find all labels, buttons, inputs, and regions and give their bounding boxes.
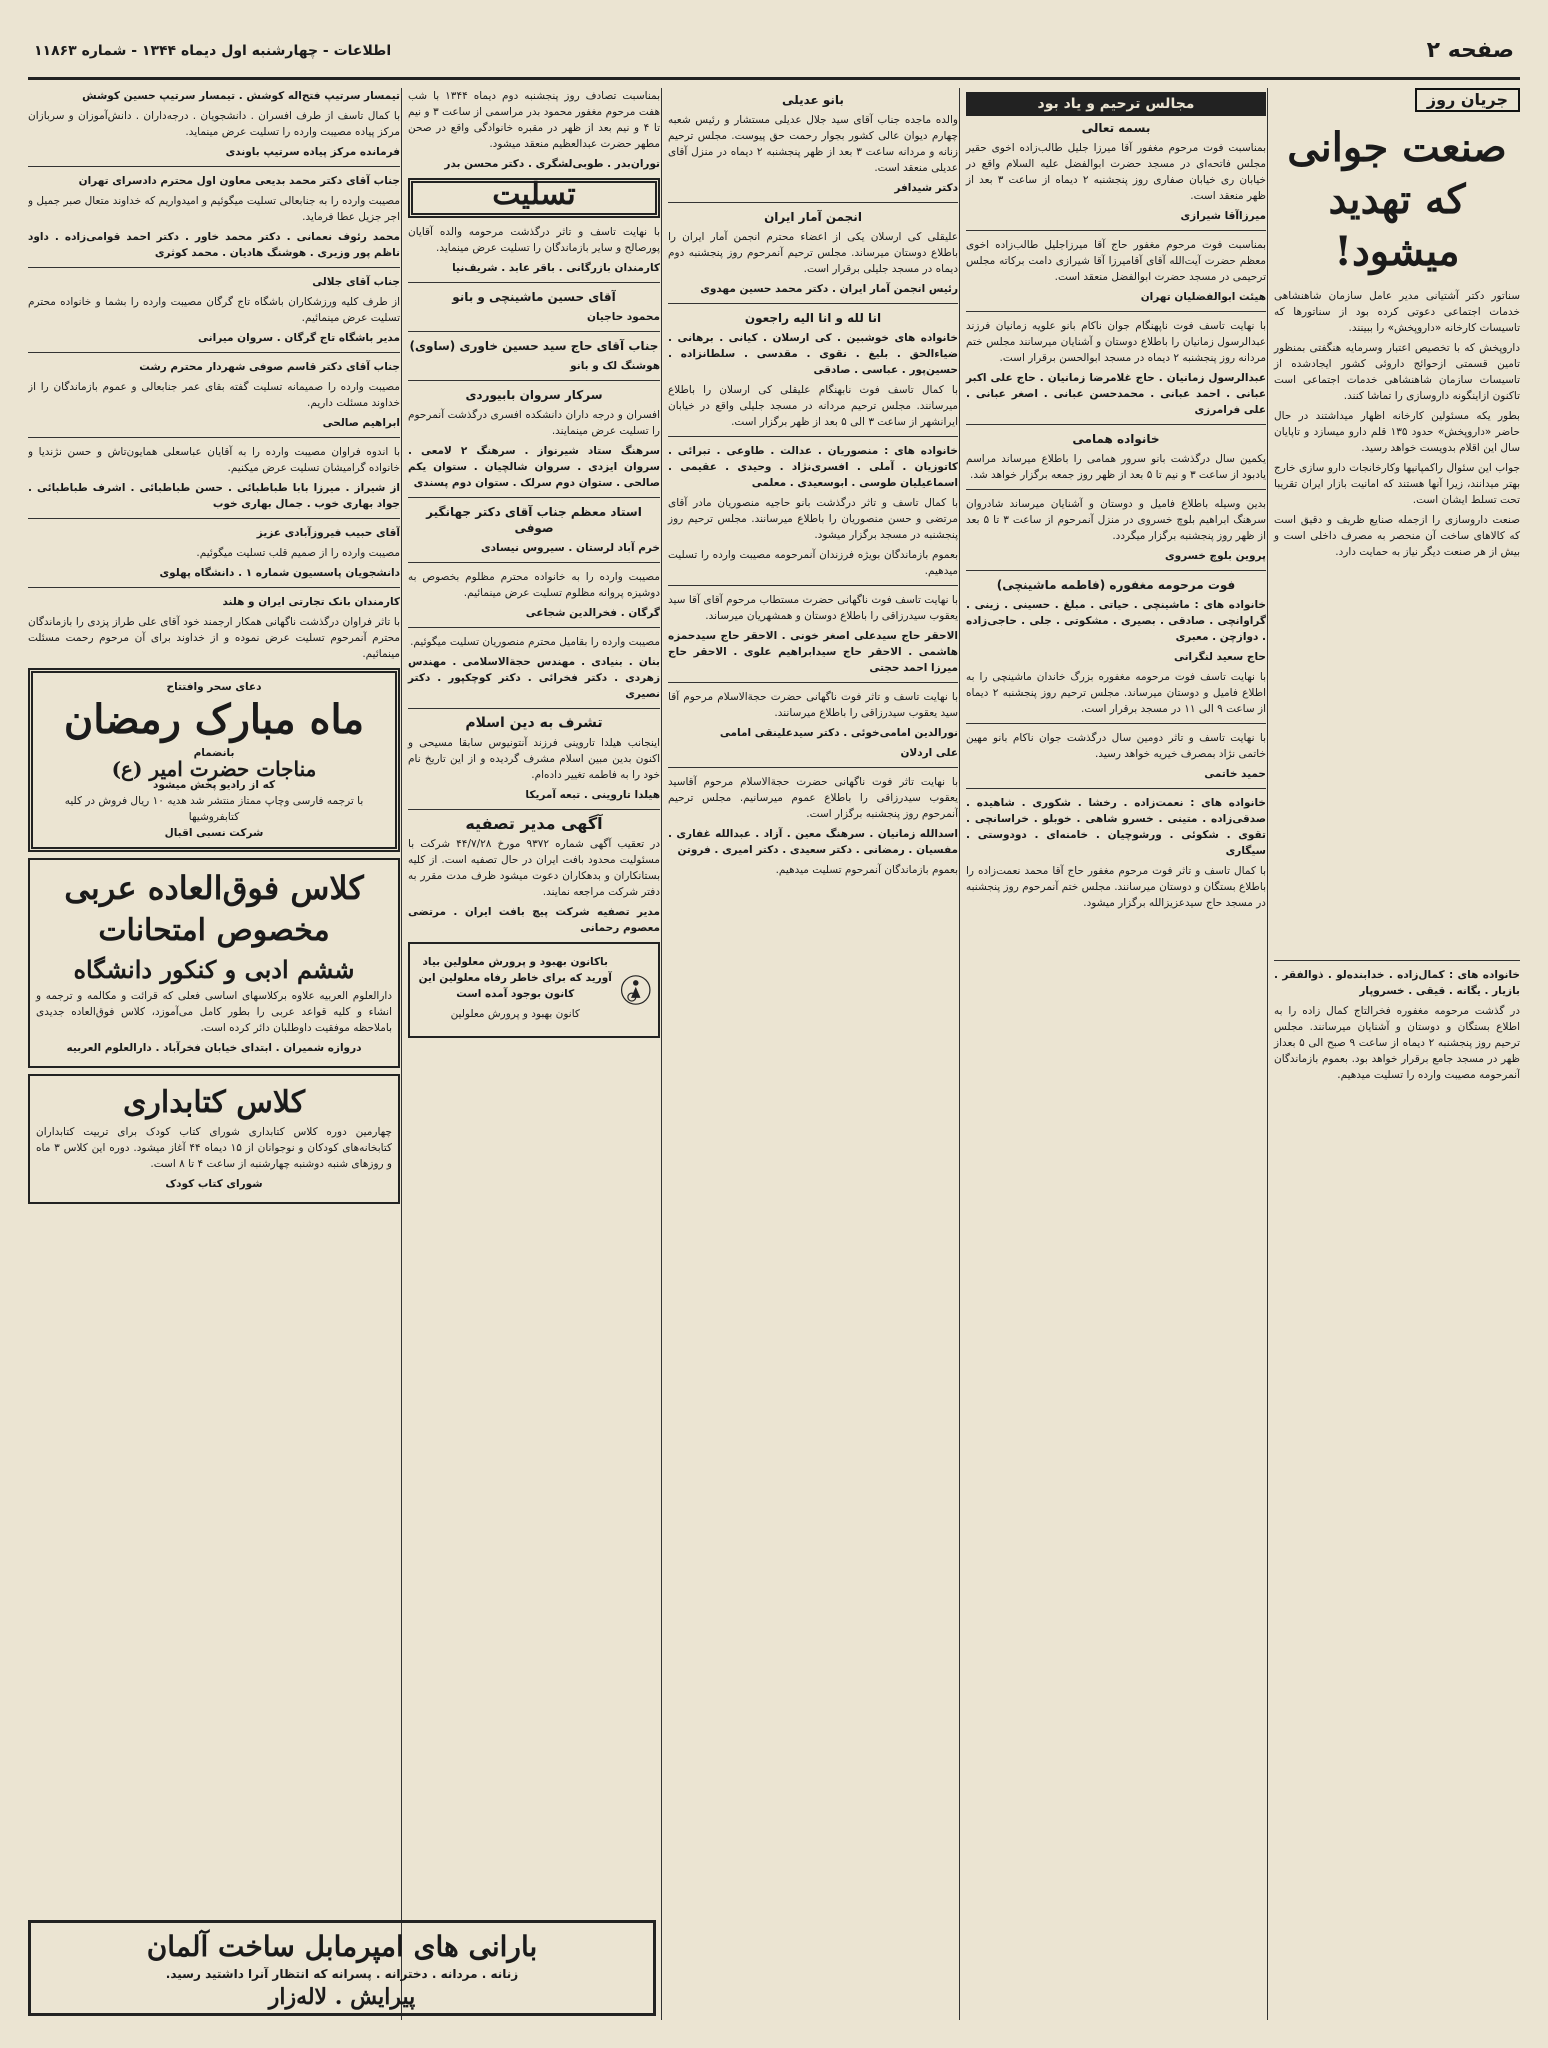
notice-signature: هوشنگ لک و بانو bbox=[570, 360, 660, 372]
notice-signature: میرزاآقا شیرازی bbox=[1180, 210, 1266, 222]
ad-ramadan-sign: شرکت نسبی اقبال bbox=[164, 827, 264, 839]
ad-raincoats-brand: پیرایش . لاله‌زار bbox=[268, 1984, 416, 2010]
notice-text: بدین وسیله باطلاع فامیل و دوستان و آشنایان میرساند شادروان سرهنگ ابراهیم بلوچ خسروی در منزل آنمرحوم از ساعت ۳ تا ۵ بعد از ظهر روز پنجشنبه برگزار میگردد. bbox=[966, 498, 1266, 542]
ad-charity-text: باکانون بهبود و پرورش معلولین بیاد آورید که برای خاطر رفاه معلولین این کانون بوجود آمده است bbox=[418, 956, 612, 1000]
notice-text: بعموم بازماندگان آنمرحوم تسلیت میدهیم. bbox=[775, 864, 958, 876]
notice-signature: گرگان . فخرالدین شجاعی bbox=[525, 607, 660, 619]
notice-heading: فوت مرحومه مغفوره (فاطمه ماشینچی) bbox=[996, 578, 1236, 592]
notice-heading: بانو عدیلی bbox=[782, 93, 844, 107]
notice-text: با نهایت تاسف فوت ناپهنگام جوان ناکام بانو علویه زمانیان فرزند عبدالرسول زمانیان را باطلاع دوستان و آشنایان میرسانند مجلس ختم مردانه روز پنجشنبه ۲ دیماه در مسجد ابوالحسن برقرار است. bbox=[966, 320, 1266, 364]
ad-ramadan-title: ماه مبارک رمضان bbox=[63, 696, 365, 743]
notice-text: با کمال تاسف فوت نابهنگام علیقلی کی ارسلان را باطلاع میرسانند. مجلس ترحیم مردانه در مسجد جلیلی واقع در خیابان ایرانشهر از ساعت ۳ الی ۵ بعد از ظهر برگزار است. bbox=[668, 384, 958, 428]
notice-signature: محمود حاجیان bbox=[586, 311, 660, 323]
ad-islam-sign: هیلدا تاروینی . تبعه آمریکا bbox=[525, 789, 660, 801]
ad-raincoats bbox=[28, 1920, 656, 2016]
notice-text: با اندوه فراوان مصیبت وارده را به آقایان عباسعلی همایون‌تاش و حسن نژندیا و خانواده گرامیشان تسلیت عرض میکنیم. bbox=[28, 446, 400, 474]
notice-text: بمناسبت فوت مرحوم مغفور حاج آقا میرزاجلیل طالب‌زاده اخوی معظم حضرت آیت‌الله آقای آقامیرزا آقا شیرازی دامت برکاته مجلس ترحیمی در مسجد حضرت ابوالفضل منعقد است. bbox=[966, 239, 1266, 283]
notice-families: خانواده های : نعمت‌زاده . رخشا . شکوری . شاهیده . صدقی‌زاده . متینی . خسرو شاهی . خوبلو . خراسانچی . تقوی . شکوئی . ورشوچیان . خامنه‌ای . دودوستی . سیگاری bbox=[966, 797, 1266, 857]
ad-ramadan-sub3: که از رادیو پخش میشود bbox=[152, 779, 276, 791]
notice-families: خانواده های خوشبین . کی ارسلان . کیانی . برهانی . ضیاءالحق . بلیغ . نقوی . مقدسی . سلطانزاده . حسین‌پور . عباسی . صادقی bbox=[668, 332, 958, 376]
paragraph: صنعت داروسازی را ازجمله صنایع ظریف و دقیق است که کالاهای ساخت آن منحصر به مصرف داخلی است و بیش از هر صنعت دیگر نیاز به حمایت دارد. bbox=[1274, 514, 1520, 558]
ad-library-class bbox=[28, 1074, 400, 1204]
notice-text: مصیبت وارده را بقامیل محترم منصوریان تسلیت میگوئیم. bbox=[410, 636, 660, 648]
notice-text: با نهایت تاسف و تاثر درگذشت مرحومه والده آقایان پورصالح و سایر بازماندگان را تسلیت عرض مینماید. bbox=[408, 226, 660, 254]
notice-signature: پروین بلوچ خسروی bbox=[1164, 550, 1266, 562]
notice-text: با کمال تاسف و تاثر درگذشت بانو حاجیه منصوریان مادر آقای مرتضی و حسن منصوریان را باطلاع میرسانند. مجلس ترحیم روز پنجشنبه در مسجد برگزار میشود. bbox=[668, 497, 958, 541]
notice-signature: فرمانده مرکز پیاده سرتیپ باوندی bbox=[225, 146, 400, 158]
notice-text: علیقلی کی ارسلان یکی از اعضاء محترم انجمن آمار ایران را باطلاع دوستان میرساند. مجلس ترحیم آنمرحوم روز پنجشنبه دوم دیماه در مسجد جلیلی برقرار است. bbox=[668, 231, 958, 275]
notice-heading: استاد معظم جناب آقای دکتر جهانگیر صوفی bbox=[426, 505, 642, 535]
notice-signature: کارمندان بازرگانی . باقر عابد . شریف‌نیا bbox=[452, 262, 660, 274]
ad-raincoats-title: بارانی های امپرمابل ساخت آلمان bbox=[146, 1930, 538, 1963]
notice-signature: نورالدین امامی‌خوئی . دکتر سیدعلینقی امامی bbox=[719, 727, 958, 739]
notice-signature: دکتر شیدافر bbox=[894, 182, 958, 194]
notice-signature: خرم آباد لرستان . سیروس نیسادی bbox=[481, 542, 660, 554]
notice-text: مصیبت وارده را به جنابعالی تسلیت میگوئیم و امیدواریم که خداوند متعال صبر جمیل و اجر جزیل عطا فرماید. bbox=[28, 195, 400, 223]
notice-text: بمناسبت فوت مرحوم مغفور آقا میرزا جلیل طالب‌زاده اخوی حقیر مجلس فاتحه‌ای در مسجد حضرت ابوالفضل علیه السلام واقع در خیابان ری خیابان صفاری روز پنجشنبه ۲ دیماه از ساعت ۳ بعد از ظهر منعقد است. bbox=[966, 142, 1266, 202]
notice-heading: آقای حبیب فیروزآبادی عزیز bbox=[256, 527, 400, 539]
column-editorial bbox=[1267, 88, 1520, 2020]
notice-text: مصیبت وارده را از صمیم قلب تسلیت میگوئیم. bbox=[196, 547, 400, 559]
notice-text: مصیبت وارده را به خانواده محترم مظلوم بخصوص به دوشیزه پروانه مظلوم تسلیت عرض مینمائیم. bbox=[408, 571, 660, 599]
notice-signature: حاج سعید لنگرانی bbox=[1173, 651, 1266, 663]
notice-heading: جناب آقای دکتر قاسم صوفی شهردار محترم رشت bbox=[139, 361, 400, 373]
notice-signature: رئیس انجمن آمار ایران . دکتر محمد حسین مهدوی bbox=[700, 283, 958, 295]
ad-library-title: کلاس کتابداری bbox=[122, 1085, 306, 1120]
notice-text: با نهایت تاسف و تاثر فوت ناگهانی حضرت حجة‌الاسلام مرحوم آقا سید یعقوب سیدرزاقی را باطلاع میرسانند. bbox=[668, 691, 958, 719]
notice-signature: حمید خاتمی bbox=[1204, 768, 1266, 780]
notice-signature: ابراهیم صالحی bbox=[322, 417, 400, 429]
headline: صنعت جوانی که تهدید میشود! bbox=[1287, 124, 1507, 275]
notice-text: یکمین سال درگذشت بانو سرور همامی را باطلاع میرساند مراسم یادبود از ساعت ۳ و نیم تا ۵ بعد از ظهر روز جمعه برگزار خواهد شد. bbox=[966, 453, 1266, 481]
column-condolences bbox=[401, 88, 660, 2020]
ad-islam-text: اینجانب هیلدا تاروینی فرزند آنتونیوس سابقا مسیحی و اکنون بدین مبین اسلام مشرف گردیده و از این تاریخ نام خود را به فاطمه تغییر داده‌ام. bbox=[408, 737, 660, 781]
notice-text: بعموم بازماندگان بویژه فرزندان آنمرحومه مصیبت وارده را تسلیت میدهیم. bbox=[668, 549, 958, 577]
ad-liquidation-sign: مدیر تصفیه شرکت پیچ بافت ایران . مرتضی معصوم رحمانی bbox=[408, 906, 660, 934]
notice-heading: انا لله و انا الیه راجعون bbox=[744, 311, 882, 325]
ad-library-text: چهارمین دوره کلاس کتابداری شورای کتاب کودک برای تربیت کتابداران کتابخانه‌های کودکان و نوجوانان از ۱۵ دیماه ۴۴ آغاز میشود. دوره این کلاس ۳ ماه و روزهای شنبه دوشنبه چهارشنبه از ساعت ۴ تا ۸ است. bbox=[36, 1126, 392, 1170]
notice-text: والده ماجده جناب آقای سید جلال عدیلی مستشار و رئیس شعبه چهارم دیوان عالی کشور بجوار رحمت حق پیوست. مجلس ترحیم زنانه و مردانه ساعت ۳ بعد از ظهر پنجشنبه ۲ دیماه در منزل آقای عدیلی منعقد است. bbox=[668, 114, 958, 174]
notice-text: افسران و درجه داران دانشکده افسری درگذشت آنمرحوم را تسلیت عرض مینمایند. bbox=[408, 409, 660, 437]
notice-text: با نهایت تاسف فوت مرحومه مغفوره بزرگ خاندان ماشینچی را به اطلاع فامیل و دوستان میرساند. مجلس ترحیم روز پنجشنبه ۲ دیماه از ساعت ۹ الی ۱۱ در مسجد برقرار است. bbox=[966, 671, 1266, 715]
notice-text: بمناسبت تصادف روز پنجشنبه دوم دیماه ۱۳۴۴ با شب هفت مرحوم مغفور محمود بدر مراسمی از ساعت ۳ و نیم تا ۴ و نیم بعد از ظهر در مقبره خانوادگی واقع در صحن مطهر حضرت عبدالعظیم منعقد میشود. bbox=[408, 90, 660, 150]
notice-signature: علی اردلان bbox=[900, 747, 958, 759]
notice-families: اسدالله زمانیان . سرهنگ معین . آزاد . عبدالله غفاری . مفسیان . رمضانی . دکتر سعیدی . دکتر امیری . فروتن bbox=[668, 828, 958, 856]
notice-heading: خانواده همامی bbox=[1072, 432, 1160, 446]
paragraph: سناتور دکتر آشتیانی مدیر عامل سازمان شاهنشاهی خدمات اجتماعی دعوتی کرده بود از سناتورها که تاسیسات کارخانه «داروپخش» را ببینند. bbox=[1274, 290, 1520, 334]
notice-text: با تاثر فراوان درگذشت ناگهانی همکار ارجمند خود آقای علی طراز پزدی را بازماندگان محترم آنمرحوم تسلیت عرض نموده و از خداوند برای آن مرحوم رحمت مسئلت مینمائیم. bbox=[28, 616, 400, 660]
notice-text: با کمال تاسف از طرف افسران . دانشجویان . درجه‌داران . دانش‌آموزان و سربازان مرکز پیاده مصیبت وارده را تسلیت عرض مینماید. bbox=[28, 110, 400, 138]
column-left bbox=[28, 88, 400, 1910]
notice-families: خانواده های : منصوریان . عدالت . طاوعی . تبرائی . کاتوزیان . آملی . افسری‌نژاد . وحیدی . عقیمی . اسماعیلیان طوسی . ابوسعیدی . معلمی bbox=[668, 445, 958, 489]
ad-library-sign: شورای کتاب کودک bbox=[165, 1178, 263, 1190]
ad-liquidation-text: در تعقیب آگهی شماره ۹۳۷۲ مورخ ۴۴/۷/۲۸ شرکت با مسئولیت محدود بافت ایران در حال تصفیه است. از کلیه بستانکاران و بدهکاران دعوت میشود ظرف مدت مقرر به دفتر شرکت مراجعه نمایند. bbox=[408, 838, 660, 898]
paragraph: بطور یکه مسئولین کارخانه اظهار میداشتند در حال حاضر «داروپخش» حدود ۱۳۵ قلم دارو میسازد و تاپایان سال این اقلام بدویست خواهد رسید. bbox=[1274, 410, 1520, 454]
notice-families: خانواده های : ماشینچی . حیاتی . مبلغ . حسینی . زینی . گراوانچی . صادقی . بصیری . مشکوتی . جلی . حاجی‌زاده . دوازچن . معبری bbox=[966, 599, 1266, 643]
notice-signature: مدیر باشگاه تاج گرگان . سروان میرانی bbox=[198, 332, 400, 344]
notice-signature: سرهنگ ستاد شیرنواز . سرهنگ ۲ لامعی . سروان ایزدی . سروان شالچیان . ستوان یکم صالحی . ستوان دوم سرلک . ستوان دوم پسندی bbox=[408, 445, 660, 489]
ad-raincoats-sub: زنانه . مردانه . دخترانه . پسرانه که انتظار آنرا داشتید رسید. bbox=[165, 1967, 519, 1981]
ad-arabic-title-1: کلاس فوق‌العاده عربی bbox=[64, 869, 364, 907]
notice-heading: جناب آقای دکتر محمد بدیعی معاون اول محترم دادسرای تهران bbox=[78, 175, 400, 187]
notice-signature: هیئت ابوالفضلیان تهران bbox=[1140, 291, 1266, 303]
ad-charity-sign: کانون بهبود و پرورش معلولین bbox=[450, 1008, 580, 1020]
notice-text: با کمال تاسف و تاثر فوت مرحوم مغفور حاج آقا محمد نعمت‌زاده را باطلاع بستگان و دوستان میرسانند. مجلس ختم آنمرحوم روز پنجشنبه در مسجد حاج سیدعزیزالله برگزار میشود. bbox=[966, 865, 1266, 909]
ad-arabic-title-3: ششم ادبی و کنکور دانشگاه bbox=[73, 955, 355, 984]
ad-arabic-text: دارالعلوم العربیه علاوه برکلاسهای اساسی فعلی که قرائت و مکالمه و ترجمه و انشاء و کلیه قواعد عربی را بطور کامل می‌آموزد، کلاس فوق‌العاده جدیدی باملاحظه موفقیت داوطلبان دائر کرده است. bbox=[36, 990, 392, 1034]
ad-liquidation-title: آگهی مدیر تصفیه bbox=[465, 814, 603, 833]
notice-text: از طرف کلیه ورزشکاران باشگاه تاج گرگان مصیبت وارده را بشما و خانواده محترم تسلیت عرض مینمائیم. bbox=[28, 296, 400, 324]
notice-heading: تیمسار سرتیپ فتح‌اله کوشش . تیمسار سرتیپ حسین کوشش bbox=[82, 90, 400, 102]
notice-heading: جناب آقای حاج سید حسین خاوری (ساوی) bbox=[409, 339, 659, 353]
ad-arabic-class bbox=[28, 858, 400, 1068]
notice-signature: الاحقر حاج سیدعلی اصغر خونی . الاحقر حاج سیدحمزه هاشمی . الاحقر حاج سیدابراهیم علوی . الاحقر حاج میرزا احمد حجتی bbox=[668, 630, 958, 674]
ad-ramadan bbox=[28, 668, 400, 852]
notice-text: با نهایت تاسف فوت ناگهانی حضرت مستطاب مرحوم آقای آقا سید یعقوب سیدرزاقی را باطلاع دوستان و همشهریان میرساند. bbox=[668, 594, 958, 622]
charity-logo-icon bbox=[620, 950, 652, 1030]
ad-arabic-title-2: مخصوص امتحانات bbox=[98, 913, 330, 948]
notice-heading: کارمندان بانک تجارتی ایران و هلند bbox=[222, 596, 400, 608]
notice-text: در گذشت مرحومه مغفوره فخرالتاج کمال زاده را به اطلاع بستگان و دوستان و آشنایان میرسانند. مجلس ترحیم روز پنجشنبه ۲ دیماه از ساعت ۹ صبح الی ۵ بعداز ظهر در مسجد جامع برقرار خواهد بود. بعموم بازماندگان آنمرحومه مصیبت وارده را تسلیت میدهیم. bbox=[1274, 1005, 1520, 1081]
page-number: صفحه ۲ bbox=[1426, 38, 1514, 63]
column-memorials bbox=[959, 88, 1266, 2020]
notice-signature: بنان . بنیادی . مهندس حجة‌الاسلامی . مهندس زهردی . دکتر فخرائی . دکتر کوچکپور . دکتر نصیری bbox=[408, 656, 660, 700]
notice-signature: عبدالرسول زمانیان . حاج غلامرضا زمانیان . حاج علی اکبر عبانی . احمد عبانی . محمدحسن عبانی . اصغر عبانی . علی فرامرزی bbox=[966, 372, 1266, 416]
paragraph: جواب این سئوال راکمپانیها وکارخانجات دارو سازی خارج بهتر میدانند، زیرا آنها هستند که امانیت بازار ایران تقریبا تحت تسلط ایشان است. bbox=[1274, 462, 1520, 506]
section-banner: مجالس ترحیم و یاد بود bbox=[966, 92, 1266, 116]
notice-heading: جناب آقای جلالی bbox=[312, 276, 400, 288]
kicker-box: جریان روز bbox=[1415, 88, 1520, 112]
issue-info: اطلاعات - چهارشنبه اول دیماه ۱۳۴۴ - شماره ۱۱۸۶۳ bbox=[34, 42, 392, 59]
notice-heading: انجمن آمار ایران bbox=[764, 210, 862, 224]
notice-text: با نهایت تاثر فوت ناگهانی حضرت حجة‌الاسلام مرحوم آقاسید یعقوب سیدرزاقی را باطلاع عموم میرسانیم. مجلس ترحیم آنمرحوم روز پنجشنبه برگزار است. bbox=[668, 776, 958, 820]
paragraph: داروپخش که با تخصیص اعتبار وسرمایه هنگفتی بمنظور تامین قسمتی ازحوائج داروئی کشور ایجادشده از تاسیسات سازمان شاهنشاهی خدمات اجتماعی است تاکنون ازاینگونه داروسازی را تماشا کنند. bbox=[1274, 342, 1520, 402]
ad-ramadan-text: با ترجمه فارسی وچاپ ممتاز منتشر شد هدیه ۱۰ ریال فروش در کلیه کتابفروشیها bbox=[64, 795, 364, 823]
notice-text: مصیبت وارده را صمیمانه تسلیت گفته بقای عمر جنابعالی و عموم بازماندگان را از خداوند مسئلت داریم. bbox=[28, 381, 400, 409]
notice-heading: بسمه تعالی bbox=[1081, 121, 1151, 135]
column-notices bbox=[661, 88, 958, 2020]
notice-signature: محمد رئوف نعمانی . دکتر محمد خاور . دکتر احمد قوامی‌زاده . داود ناظم پور وزیری . هوشنگ هادیان . محمد کوثری bbox=[28, 231, 400, 259]
ad-islam-title: تشرف به دین اسلام bbox=[465, 715, 603, 731]
page-header bbox=[28, 24, 1520, 80]
ad-ramadan-sub2: مناجات حضرت امیر (ع) bbox=[111, 757, 317, 781]
ad-ramadan-top: دعای سحر وافتتاح bbox=[166, 681, 262, 693]
notice-heading: آقای حسین ماشینچی و بانو bbox=[452, 290, 616, 304]
notice-title: خانواده های : کمال‌زاده . خدابنده‌لو . ذوالفقر . بازیار . یگانه . قیقی . خسروپار bbox=[1274, 969, 1520, 997]
notice-signature: از شیراز . میرزا بابا طباطبائی . حسن طباطبائی . اشرف طباطبائی . جواد بهاری خوب . جمال بهاری خوب bbox=[28, 482, 400, 510]
notice-heading: سرکار سروان بابیوردی bbox=[465, 388, 603, 402]
notice-signature: توران‌بدر . طوبی‌لشگری . دکتر محسن بدر bbox=[444, 158, 660, 170]
notice-text: با نهایت تاسف و تاثر دومین سال درگذشت جوان ناکام بانو مهین خاتمی نژاد بمصرف خیریه خواهد رسید. bbox=[966, 732, 1266, 760]
condolence-title: تسلیت bbox=[492, 177, 576, 212]
ad-ramadan-sub: بانضمام bbox=[193, 747, 235, 759]
notice-signature: دانشجویان پاسسیون شماره ۱ . دانشگاه پهلوی bbox=[159, 567, 400, 579]
ad-arabic-sign: دروازه شمیران . ابتدای خیابان فخرآباد . دارالعلوم العربیه bbox=[66, 1042, 362, 1054]
